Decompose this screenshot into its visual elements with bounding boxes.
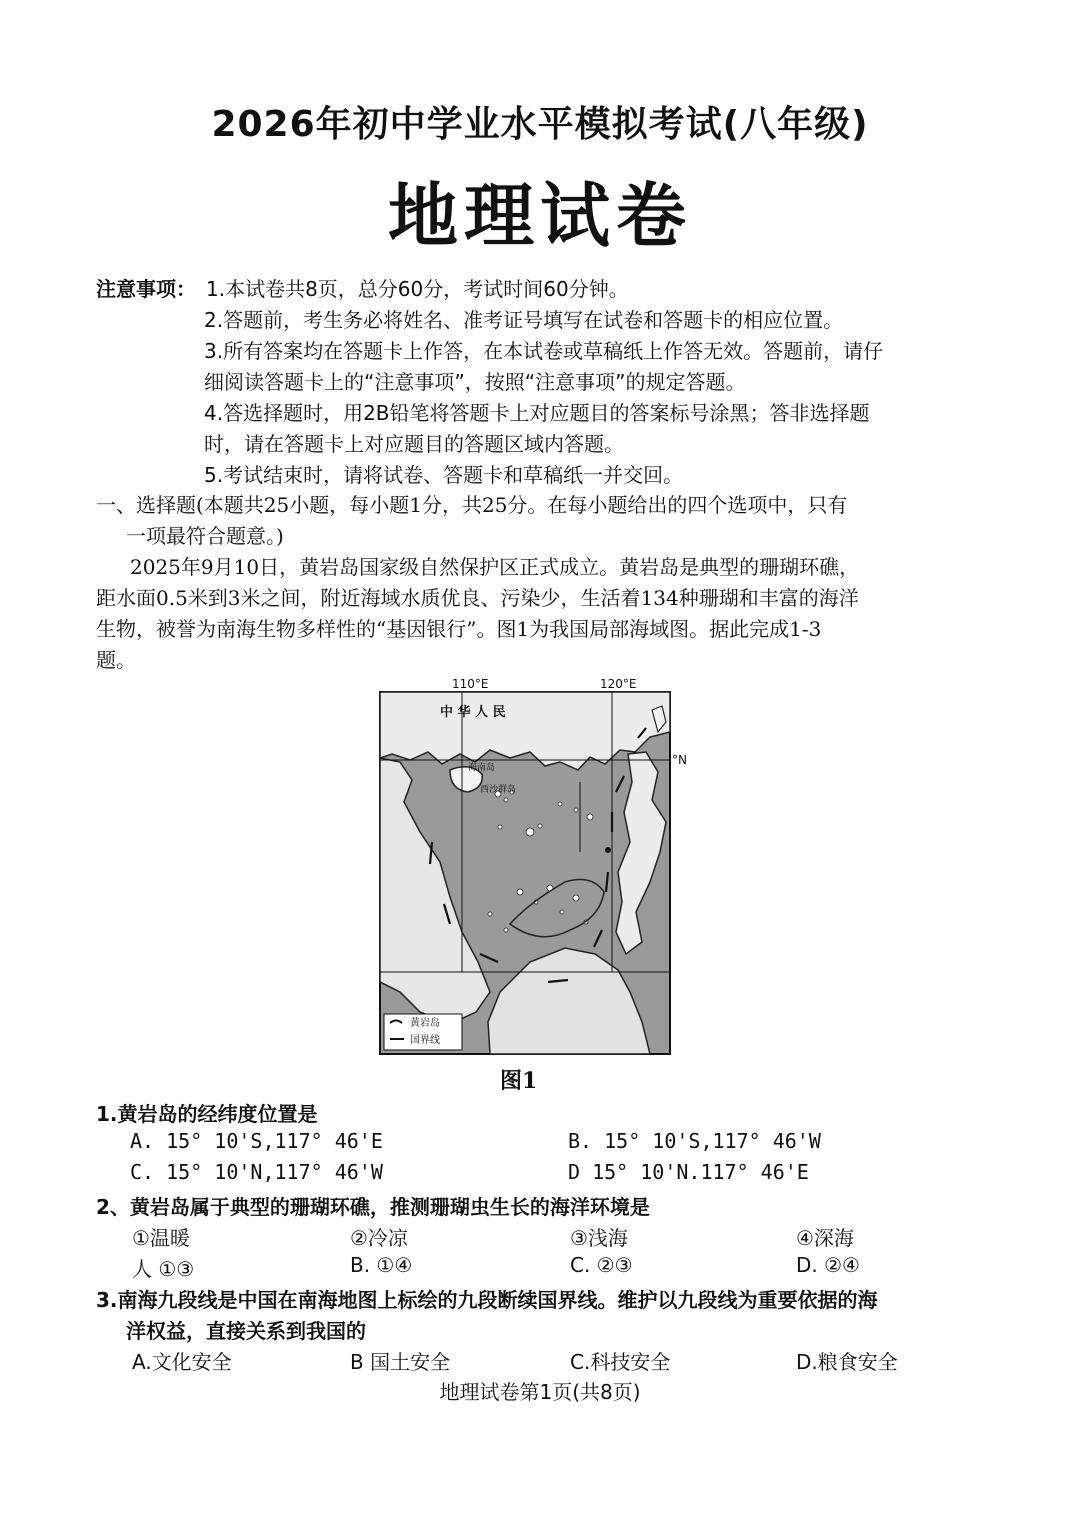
question-2-stem: 2、黄岩岛属于典型的珊瑚环礁，推测珊瑚虫生长的海洋环境是: [96, 1195, 650, 1219]
section-heading: 一、选择题(本题共25小题，每小题1分，共25分。在每小题给出的四个选项中，只有: [96, 493, 848, 517]
lon-label-110: 110°E: [452, 677, 489, 691]
legend-border-label: 国界线: [410, 1035, 440, 1046]
passage-line-1: 2025年9月10日，黄岩岛国家级自然保护区正式成立。黄岩岛是典型的珊瑚环礁，: [130, 555, 860, 579]
legend-huangyan-label: 黄岩岛: [410, 1018, 440, 1029]
notice-item-3: 3.所有答案均在答题卡上作答，在本试卷或草稿纸上作答无效。答题前，请仔: [204, 339, 884, 363]
question-3-stem-cont: 洋权益，直接关系到我国的: [126, 1319, 366, 1343]
q1-option-a: A. 15° 10'S,117° 46'E: [130, 1129, 383, 1153]
q3-option-b: B 国土安全: [350, 1350, 451, 1374]
q2-option-c: C. ②③: [570, 1253, 633, 1277]
question-1-stem: 1.黄岩岛的经纬度位置是: [96, 1102, 318, 1126]
q3-option-d: D.粮食安全: [796, 1350, 898, 1374]
q3-option-a: A.文化安全: [132, 1350, 232, 1374]
notice-item-1: 1.本试卷共8页，总分60分，考试时间60分钟。: [206, 277, 629, 301]
q2-condition-4: ④深海: [796, 1226, 854, 1250]
xisha-label: 西沙群岛: [480, 785, 517, 795]
q1-option-c: C. 15° 10'N,117° 46'W: [130, 1160, 383, 1184]
q3-option-c: C.科技安全: [570, 1350, 671, 1374]
question-3-stem: 3.南海九段线是中国在南海地图上标绘的九段断续国界线。维护以九段线为重要依据的海: [96, 1288, 878, 1312]
q2-option-a: 人 ①③: [132, 1257, 195, 1281]
figure-caption: 图1: [500, 1068, 538, 1094]
notice-item-2: 2.答题前，考生务必将姓名、准考证号填写在试卷和答题卡的相应位置。: [204, 308, 844, 332]
section-heading-cont: 一项最符合题意。): [126, 524, 284, 548]
notice-item-5: 5.考试结束时，请将试卷、答题卡和草稿纸一并交回。: [204, 463, 684, 487]
q2-option-d: D. ②④: [796, 1253, 860, 1277]
subject-title: 地理试卷: [388, 175, 692, 257]
passage-line-2: 距水面0.5米到3米之间，附近海域水质优良、污染少，生活着134种珊瑚和丰富的海洋: [96, 586, 859, 610]
q2-option-b: B. ①④: [350, 1253, 413, 1277]
china-label: 中 华 人 民: [440, 705, 506, 720]
q2-condition-2: ②冷凉: [350, 1226, 408, 1250]
notice-label: 注意事项：: [96, 277, 196, 301]
passage-line-3: 生物，被誉为南海生物多样性的“基因银行”。图1为我国局部海域图。据此完成1-3: [96, 617, 822, 641]
map-legend: [384, 1014, 462, 1050]
q1-option-d: D 15° 10'N.117° 46'E: [568, 1160, 809, 1184]
lat-label: °N: [672, 753, 687, 767]
lon-label-120: 120°E: [600, 677, 637, 691]
exam-title: 2026年初中学业水平模拟考试(八年级): [211, 104, 869, 145]
passage-line-4: 题。: [96, 648, 136, 672]
notice-item-3-cont: 细阅读答题卡上的“注意事项”，按照“注意事项”的规定答题。: [204, 370, 746, 394]
q2-condition-1: ①温暖: [132, 1226, 190, 1250]
notice-item-4: 4.答选择题时，用2B铅笔将答题卡上对应题目的答案标号涂黑；答非选择题: [204, 401, 870, 425]
huangyan-island-marker: [605, 847, 611, 853]
q2-condition-3: ③浅海: [570, 1226, 628, 1250]
south-china-sea-map: [380, 677, 687, 1054]
page-footer: 地理试卷第1页(共8页): [439, 1380, 641, 1404]
hainan-label: 海南岛: [468, 763, 496, 773]
q1-option-b: B. 15° 10'S,117° 46'W: [568, 1129, 821, 1153]
notice-item-4-cont: 时，请在答题卡上对应题目的答题区域内答题。: [204, 432, 624, 456]
